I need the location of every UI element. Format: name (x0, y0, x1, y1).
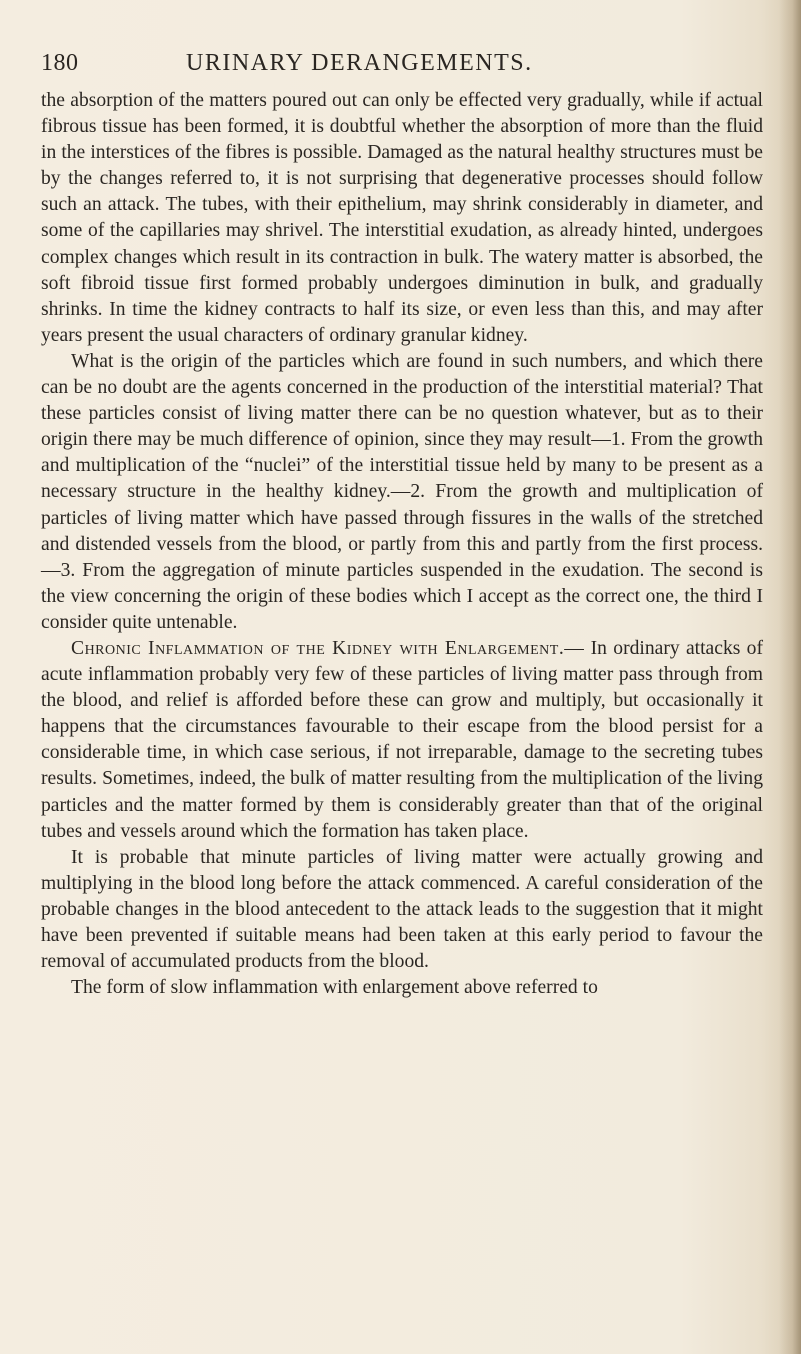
paragraph-3 (41, 636, 763, 845)
paragraph-2: What is the origin of the particles which are found in such numbers, and which there can be no doubt are the agents concerned in the production of the interstitial material? That these particles consist of living matter there can be no question whatever, but as to their origin there may be much difference of opinion, since they may result—1. From the growth and multiplication of the “nuclei” of the interstitial tissue held by many to be present as a necessary structure in the healthy kidney.—2. From the growth and multiplication of particles of living matter which have passed through fissures in the walls of the stretched and distended vessels from the blood, or partly from this and partly from the first process.—3. From the aggregation of minute particles suspended in the exudation. The second is the view concerning the origin of these bodies which I accept as the correct one, the third I consider quite untenable. (41, 350, 763, 633)
body-text (41, 88, 763, 1001)
running-head: URINARY DERANGEMENTS. (186, 50, 533, 76)
paragraph-1: the absorption of the matters poured out can only be effected very gradually, while if actual fibrous tissue has been formed, it is doubtful whether the absorption of more than the fluid in the interstices of the fibres is possible. Damaged as the natural healthy structures must be by the changes referred to, it is not surprising that degenerative processes should follow such an attack. The tubes, with their epithelium, may shrink considerably in diameter, and some of the capillaries may shrivel. The interstitial exudation, as already hinted, undergoes complex changes which result in its contraction in bulk. The watery matter is absorbed, the soft fibroid tissue first formed probably undergoes diminution in bulk, and gradually shrinks. In time the kidney contracts to half its size, or even less than this, and may after years present the usual characters of ordinary granular kidney. (41, 90, 763, 346)
paragraph-5: The form of slow inflammation with enlargement above referred to (71, 977, 598, 999)
section-heading: Chronic Inflammation of the Kidney with Enlargement.— (71, 637, 585, 659)
paragraph-3-text: In ordinary attacks of acute inflammation probably very few of these particles of living matter pass through from the blood, and relief is afforded before these can grow and multiply, but occasionally it happens that the circumstances favourable to their escape from the blood persist for a considerable time, in which case serious, if not irreparable, damage to the secreting tubes results. Sometimes, indeed, the bulk of matter resulting from the multiplication of the living particles and the matter formed by them is considerably greater than that of the original tubes and vessels around which the formation has taken place. (41, 637, 763, 842)
page-edge-shadow (779, 0, 801, 1354)
page-header (41, 46, 761, 82)
paragraph-4: It is probable that minute particles of living matter were actually growing and multiplying in the blood long before the attack commenced. A careful consideration of the probable changes in the blood antecedent to the attack leads to the suggestion that it might have been prevented if suitable means had been taken at this early period to favour the removal of accumulated products from the blood. (41, 846, 763, 973)
page-number: 180 (41, 50, 79, 76)
